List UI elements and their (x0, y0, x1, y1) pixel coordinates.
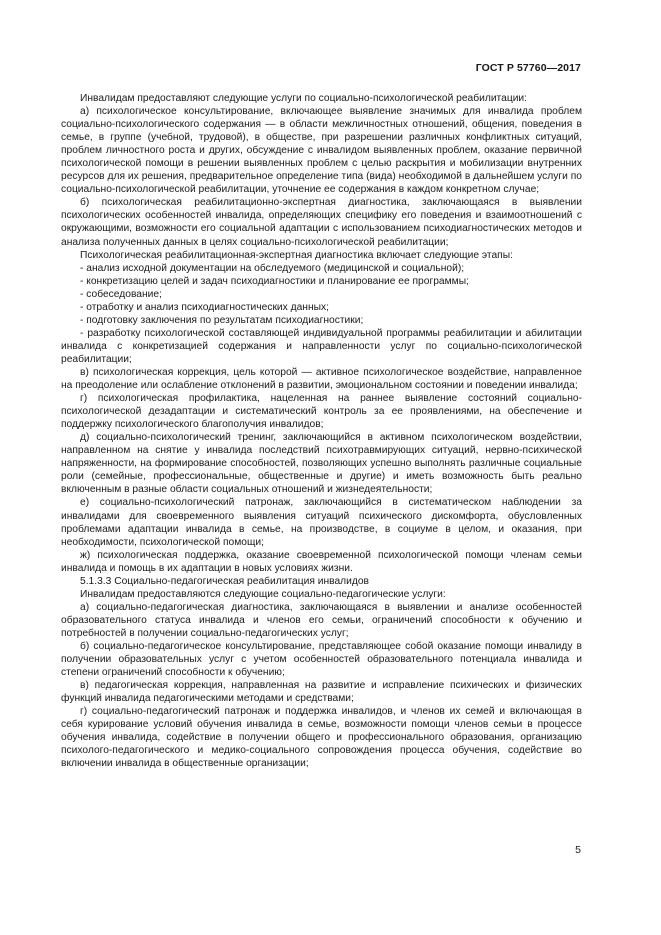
list-item: - отработку и анализ психодиагностических данных; (80, 301, 329, 313)
paragraph: в) педагогическая коррекция, направленная на развитие и исправление психических и физических функций инвалида педагогическими методами и средствами; (61, 680, 582, 705)
paragraph: а) психологическое консультирование, включающее выявление значимых для инвалида проблем социально-психологического содержания — в области межличностных отношений, общения, поведения в семье, в группе (учебной, трудовой), в обществе, при разрешении различных конфликтных ситуаций, проблем личностного роста и других, обсуждение с инвалидом выявленных проблем, оказание первичной психологической помощи в решении выявленных проблем с целью раскрытия и мобилизации внутренних ресурсов для их решения, предварительное определение типа (вида) необходимой в дальнейшем услуги по социально-психологической реабилитации, уточнение ее содержания в каждом конкретном случае; (61, 106, 582, 196)
list-item: - собеседование; (80, 288, 162, 300)
document-body (61, 92, 582, 770)
paragraph: а) социально-педагогическая диагностика, заключающаяся в выявлении и анализе особенностей образовательного статуса инвалида и членов его семьи, ограничений способности к обучению и потребностей в получении социально-педагогических услуг; (61, 601, 582, 639)
paragraph: е) социально-психологический патронаж, заключающийся в систематическом наблюдении за инвалидами для своевременного выявления ситуаций психического дискомфорта, обусловленных проблемами адаптации инвалида в семье, на производстве, в социуме в целом, и оказания, при необходимости, психологической помощи; (61, 497, 582, 548)
list-item: - подготовку заключения по результатам психодиагностики; (80, 314, 364, 326)
list-item: - конкретизацию целей и задач психодиагностики и планирование ее программы; (80, 275, 469, 287)
paragraph: Инвалидам предоставляются следующие социально-педагогические услуги: (80, 588, 446, 600)
paragraph: Психологическая реабилитационная-экспертная диагностика включает следующие этапы: (80, 249, 513, 261)
paragraph: Инвалидам предоставляют следующие услуги по социально-психологической реабилитации: (80, 93, 528, 104)
page-number: 5 (575, 844, 581, 856)
list-item: - анализ исходной документации на обследуемого (медицинской и социальной); (80, 262, 465, 274)
list-item: - разработку психологической составляющей индивидуальной программы реабилитации и абилитации инвалида с конкретизацией содержания и направленности услуг по социально-психологической реабилитации; (61, 327, 582, 365)
paragraph: б) психологическая реабилитационно-экспертная диагностика, заключающаяся в выявлении психологических особенностей инвалида, определяющих специфику его поведения и взаимоотношений с окружающими, возможности его социальной адаптации с использованием психодиагностических методов и анализа полученных данных в целях социально-психологической реабилитации; (61, 197, 582, 248)
document-code: ГОСТ Р 57760—2017 (475, 62, 581, 74)
paragraph: ж) психологическая поддержка, оказание своевременной психологической помощи членам семьи инвалида и помощь в их адаптации в новых условиях жизни. (61, 549, 582, 574)
paragraph: г) социально-педагогический патронаж и поддержка инвалидов, и членов их семей и включающая в себя курирование условий обучения инвалида в семье, возможности помощи членов семьи в процессе обучения инвалида, содействие в получении общего и профессионального образования, организацию психолого-педагогического и медико-социального сопровождения процесса обучения, содействие во включении инвалида в общественные организации; (61, 706, 582, 770)
paragraph: в) психологическая коррекция, цель которой — активное психологическое воздействие, направленное на преодоление или ослабление отклонений в развитии, эмоциональном состоянии и поведении инвалида; (61, 366, 582, 392)
paragraph: г) психологическая профилактика, нацеленная на раннее выявление состояний социально-психологической дезадаптации и систематический контроль за ее проявлениями, на обеспечение и поддержку психологического благополучия инвалидов; (61, 393, 582, 431)
paragraph: б) социально-педагогическое консультирование, представляющее собой оказание помощи инвалиду в получении образовательных услуг с учетом особенностей образовательного потенциала инвалида и степени ограничений способности к обучению; (61, 640, 582, 679)
paragraph: д) социально-психологический тренинг, заключающийся в активном психологическом воздействии, направленном на снятие у инвалида последствий психотравмирующих ситуаций, нервно-психической напряженности, на формирование способностей, позволяющих успешно выполнять различные социальные роли (семейные, профессиональные, общественные и другие) и иметь возможность быть реально включенным в разные области социальных отношений и жизнедеятельности; (61, 432, 582, 496)
section-heading: 5.1.3.3 Социально-педагогическая реабилитация инвалидов (80, 575, 369, 587)
